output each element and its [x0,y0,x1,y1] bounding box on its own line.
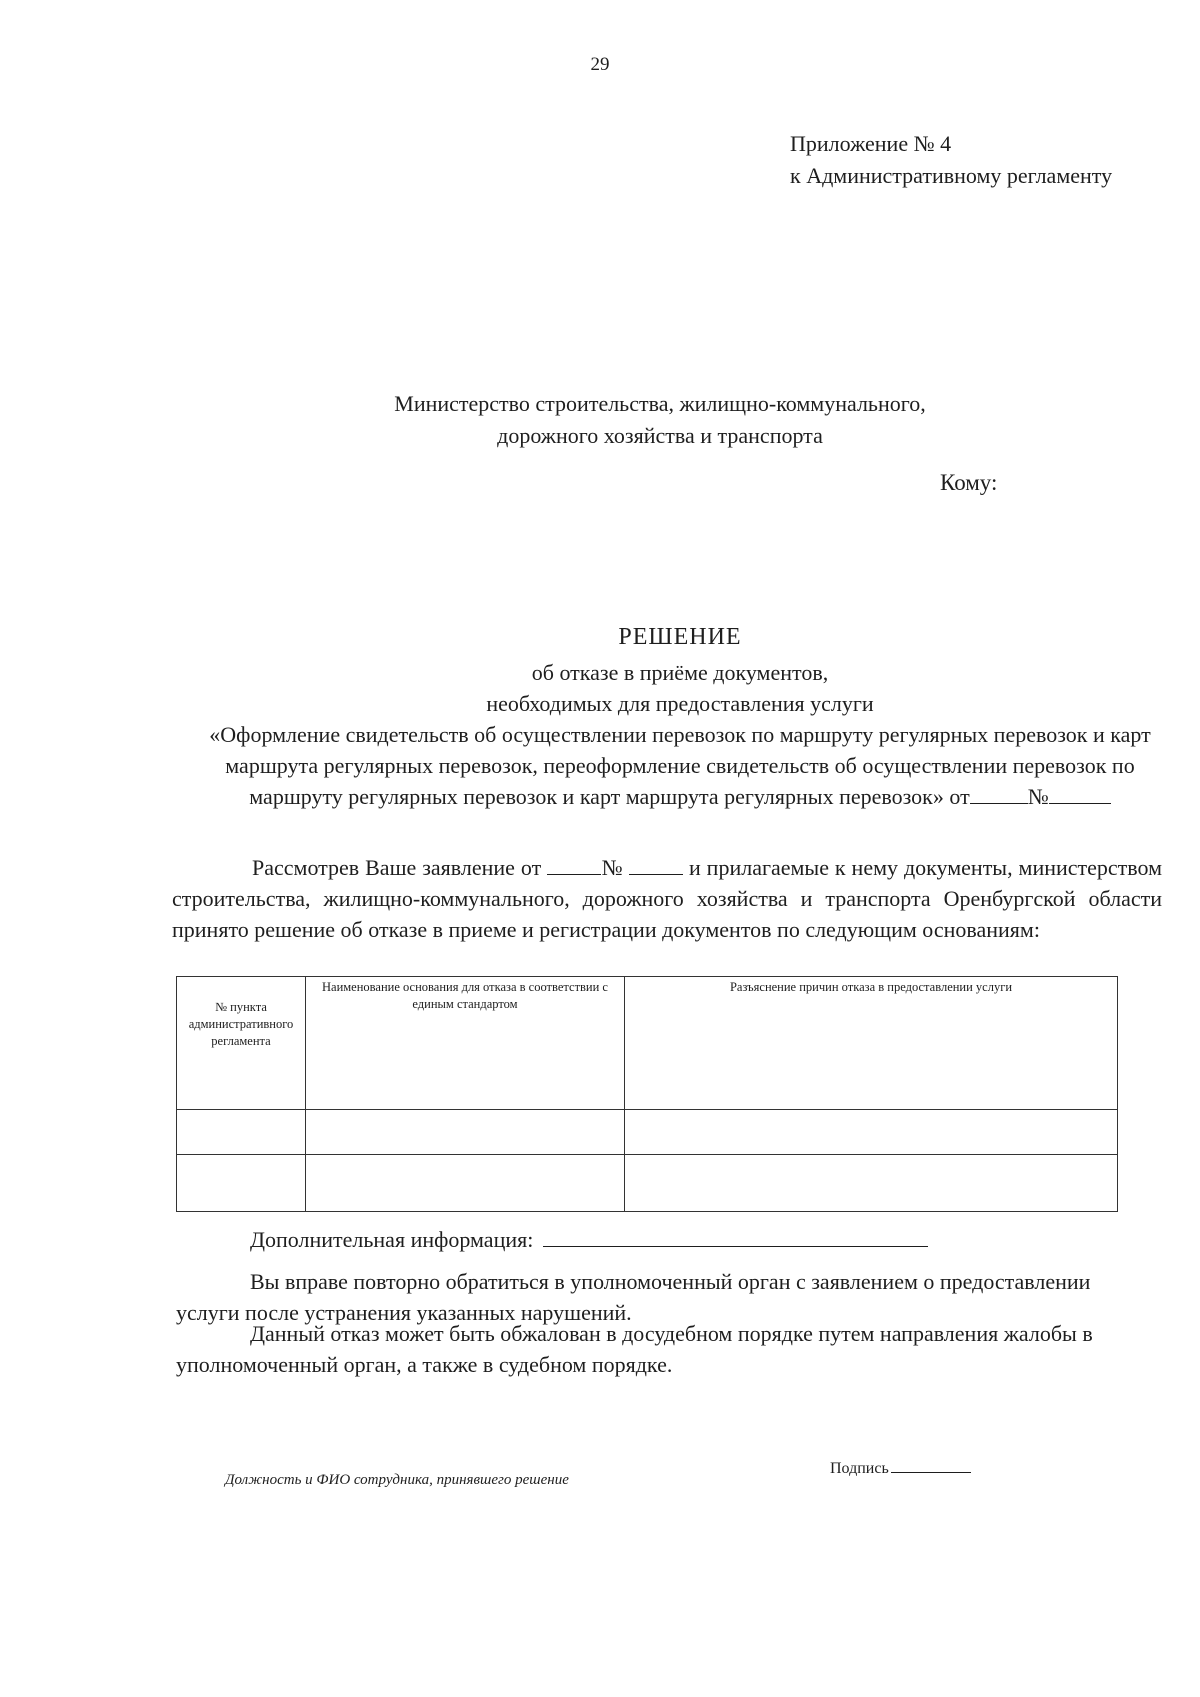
intro-paragraph [172,852,1162,945]
recipient-label: Кому: [940,470,998,495]
ministry-line-2: дорожного хозяйства и транспорта [497,423,823,448]
refusal-grounds-table [176,976,1118,1212]
table-header-row [177,977,1118,1110]
intro-number-blank [629,854,683,875]
signature-field [830,1458,971,1478]
decision-line-2: необходимых для предоставления услуги [486,691,874,716]
table-cell [177,1110,306,1155]
decision-service [180,719,1180,812]
intro-part-2: и прилагаемые к нему документы, министерством строительства, жилищно-коммунального, дорожного хозяйства и транспорта Оренбургской области принято решение об отказе в приеме и регистрации документов по следующим основаниям: [172,855,1163,942]
appendix-line-1: Приложение № 4 [790,131,952,156]
appeal-paragraph: Данный отказ может быть обжалован в досудебном порядке путем направления жалобы в уполномоченный орган, а также в судебном порядке. [176,1321,1093,1377]
additional-info-blank [543,1226,928,1247]
intro-date-blank [547,854,601,875]
table-cell [177,1155,306,1212]
intro-number-sign: № [601,855,624,880]
table-cell [306,1110,625,1155]
additional-info [250,1226,928,1253]
decision-heading [180,622,1180,812]
decision-number-sign: № [1027,784,1049,809]
page-number: 29 [590,54,610,75]
header-ground-name: Наименование основания для отказа в соответствии с единым стандартом [306,977,625,1110]
table-cell [625,1155,1118,1212]
header-reason-explanation: Разъяснение причин отказа в предоставлении услуги [625,977,1118,1110]
signature-label: Подпись [830,1460,889,1477]
decision-service-text: «Оформление свидетельств об осуществлении перевозок по маршруту регулярных перевозок и карт маршрута регулярных перевозок, переоформление свидетельств об осуществлении перевозок по маршруту регулярных перевозок и карт маршрута регулярных перевозок» от [209,722,1151,809]
header-clause-number: № пункта административного регламента [177,977,306,1110]
ministry-line-1: Министерство строительства, жилищно-коммунального, [394,391,926,416]
reapply-paragraph: Вы вправе повторно обратиться в уполномоченный орган с заявлением о предоставлении услуги после устранения указанных нарушений. [176,1269,1091,1325]
appendix-header [790,128,1112,192]
appendix-line-2: к Административному регламенту [790,163,1113,188]
employee-position-label: Должность и ФИО сотрудника, принявшего решение [225,1472,569,1488]
additional-info-label: Дополнительная информация: [250,1227,534,1252]
signature-blank [891,1458,971,1473]
table-cell [625,1110,1118,1155]
table-cell [306,1155,625,1212]
decision-title: РЕШЕНИЕ [618,624,742,650]
number-blank [1049,783,1111,804]
intro-part-1: Рассмотрев Ваше заявление от [252,855,542,880]
ministry-name [300,388,1020,452]
table-row [177,1155,1118,1212]
table-row [177,1110,1118,1155]
date-blank [970,783,1028,804]
decision-line-1: об отказе в приёме документов, [531,660,829,685]
